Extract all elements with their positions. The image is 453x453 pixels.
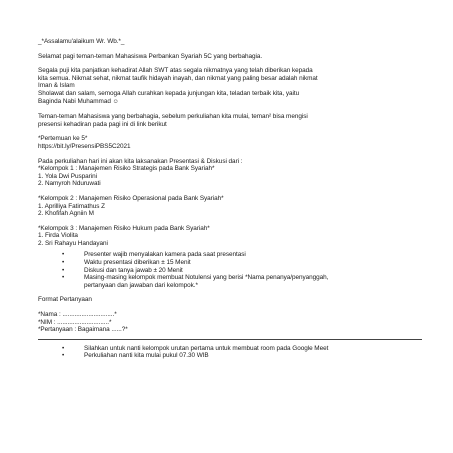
- group-member: 1. Aprilliya Fatimathus Z: [38, 202, 105, 210]
- question-format-heading: Format Pertanyaan: [38, 296, 92, 304]
- intro-line-5-text: Baginda Nabi Muhammad: [38, 97, 111, 105]
- invite-line-2: presensi kehadiran pada pagi ini di link berikut: [38, 120, 167, 128]
- bullet-icon: •: [62, 259, 65, 267]
- note-text: Silahkan untuk nanti kelompok urutan pertama untuk membuat room pada Google Meet: [84, 344, 329, 352]
- smile-icon: ☺: [112, 98, 119, 105]
- group-member: 2. Sri Rahayu Handayani: [38, 239, 108, 247]
- list-item: [62, 345, 413, 353]
- intro-line-1: Segala puji kita panjatkan kehadirat Allah SWT atas segala nikmatnya yang telah diberikan kepada: [38, 67, 313, 75]
- rule-text: Waktu presentasi diberikan ± 15 Menit: [84, 259, 191, 267]
- bullet-icon: •: [62, 274, 65, 282]
- group-member: 2. Khofifah Agniin M: [38, 210, 94, 218]
- question-text-line: *Pertanyaan : Bagaimana ......?*: [38, 326, 128, 334]
- list-item: [62, 259, 413, 267]
- group-title: *Kelompok 2 : Manajemen Risiko Operasional pada Bank Syariah*: [38, 194, 224, 202]
- presence-link[interactable]: https://bit.ly/PresensiPBS5C2021: [38, 142, 131, 150]
- group-title: *Kelompok 3 : Manajemen Risiko Hukum pada Bank Syariah*: [38, 224, 210, 232]
- bullet-icon: •: [62, 266, 65, 274]
- list-item-continuation: [62, 282, 413, 290]
- agenda-intro: Pada perkuliahan hari ini akan kita laksanakan Presentasi & Diskusi dari :: [38, 157, 243, 165]
- question-nim-line: *NIM : ..............................*: [38, 318, 112, 326]
- rule-text: Presenter wajib menyalakan kamera pada saat presentasi: [84, 251, 246, 259]
- group-3: [38, 225, 413, 248]
- bullet-icon: •: [62, 352, 65, 360]
- group-member: 1. Yola Dwi Pusparini: [38, 172, 97, 180]
- footer-notes-list: [38, 345, 413, 360]
- group-2: [38, 195, 413, 218]
- question-name-line: *Nama : ..............................*: [38, 311, 117, 319]
- bullet-icon: •: [62, 344, 65, 352]
- list-item: [62, 267, 413, 275]
- group-member: 1. Firda Violita: [38, 232, 78, 240]
- meeting-label: *Pertemuan ke 5*: [38, 135, 88, 143]
- group-title: *Kelompok 1 : Manajemen Risiko Strategis pada Bank Syariah*: [38, 165, 215, 173]
- welcome-text: Selamat pagi teman-teman Mahasiswa Perbankan Syariah 5C yang berbahagia.: [38, 52, 263, 60]
- list-item: [62, 352, 413, 360]
- rule-text: Diskusi dan tanya jawab ± 20 Menit: [84, 266, 183, 274]
- list-item: [62, 274, 413, 282]
- intro-line-5: [38, 98, 413, 107]
- intro-line-4: Sholawat dan salam, semoga Allah curahkan kepada junjungan kita, teladan terbaik kita, yaitu: [38, 89, 300, 97]
- intro-line-2: kita semua. Nikmat sehat, nikmat taufik hidayah inayah, dan nikmat yang paling besar adalah nikmat: [38, 74, 318, 82]
- greeting: _*Assalamu'alaikum Wr. Wb.*_: [38, 38, 125, 45]
- rules-list: [38, 251, 413, 289]
- list-item: [62, 251, 413, 259]
- group-member: 2. Namyroh Nduruwati: [38, 180, 101, 188]
- intro-paragraph: [38, 67, 413, 106]
- rule-text: Masing-masing kelompok membuat Notulensi yang berisi *Nama penanya/penyanggah,: [84, 274, 329, 282]
- divider: [38, 339, 422, 340]
- bullet-icon: •: [62, 251, 65, 259]
- rule-text: pertanyaan dan jawaban dari kelompok.*: [84, 281, 198, 289]
- group-1: [38, 165, 413, 188]
- intro-line-3: Iman & Islam: [38, 82, 75, 90]
- invite-line-1: Teman-teman Mahasiswa yang berbahagia, sebelum perkuliahan kita mulai, teman² bisa mengisi: [38, 113, 308, 121]
- invite-paragraph: [38, 113, 413, 128]
- note-text: Perkuliahan nanti kita mulai pukul 07.30 WIB: [84, 352, 209, 360]
